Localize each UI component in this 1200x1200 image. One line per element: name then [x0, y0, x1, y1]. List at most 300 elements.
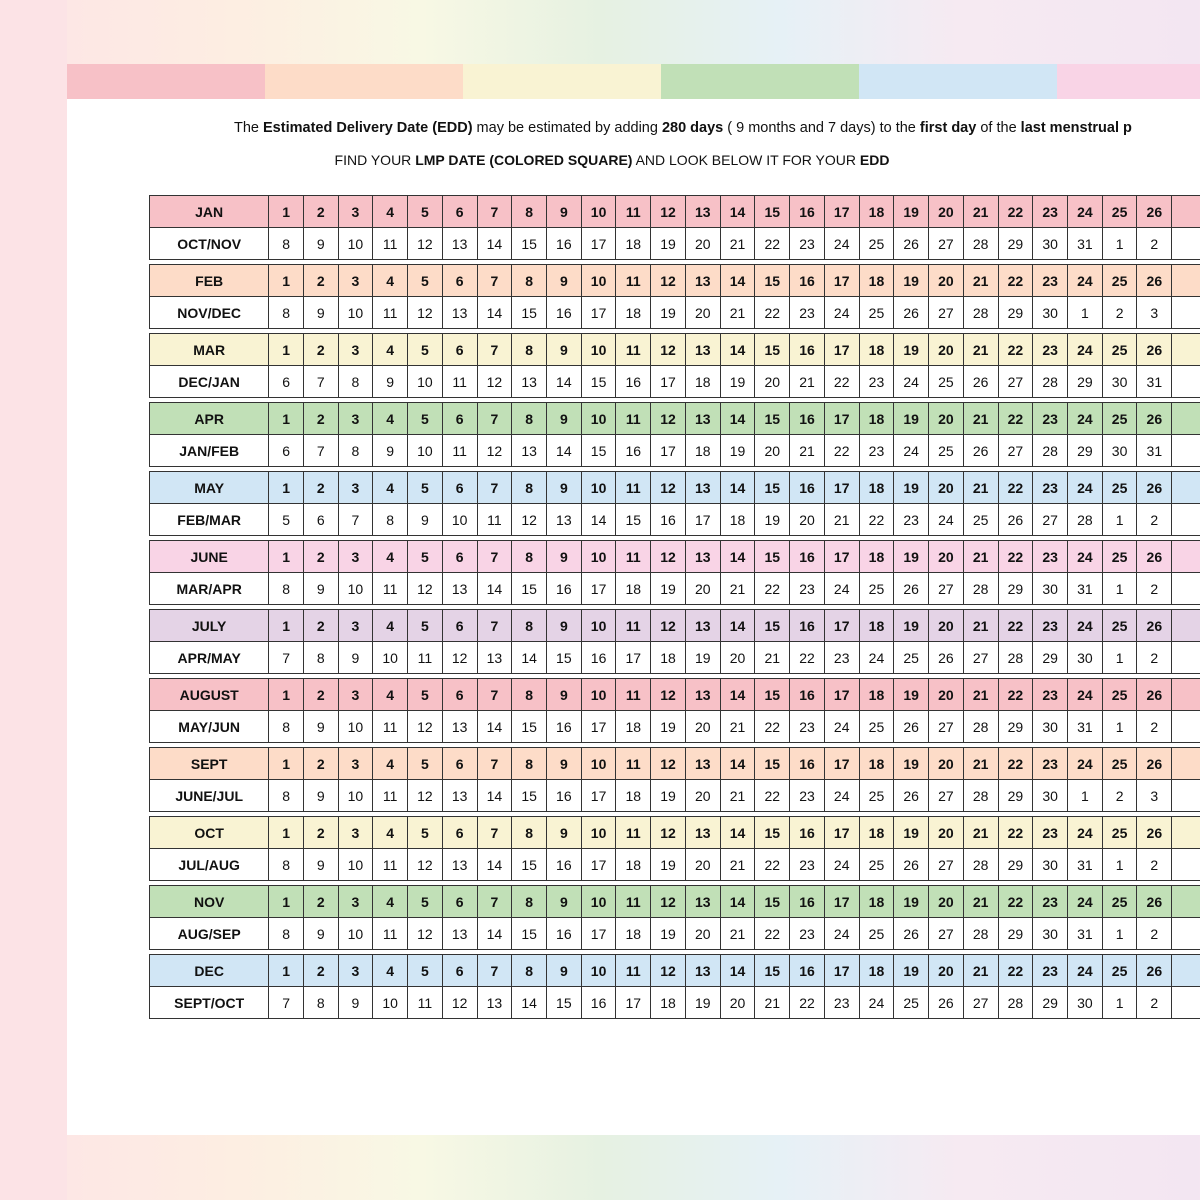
- edd-row: [150, 780, 1200, 812]
- lmp-day-cell: 10: [581, 748, 616, 780]
- lmp-day-cell: 9: [546, 886, 581, 918]
- edd-day-cell: 19: [720, 435, 755, 467]
- edd-day-cell: 29: [1033, 642, 1068, 674]
- edd-day-cell: 10: [442, 504, 477, 536]
- edd-day-cell: 24: [824, 918, 859, 950]
- lmp-day-cell: 16: [790, 265, 825, 297]
- lmp-day-cell: 1: [269, 541, 304, 573]
- lmp-day-cell: 7: [477, 886, 512, 918]
- edd-month-label: JAN/FEB: [150, 435, 269, 467]
- intro-text-part: of the: [976, 120, 1021, 136]
- edd-day-cell: 14: [477, 228, 512, 260]
- lmp-day-cell: 23: [1033, 541, 1068, 573]
- lmp-day-cell: 12: [651, 403, 686, 435]
- edd-day-cell: 14: [546, 366, 581, 398]
- lmp-day-cell: 21: [963, 748, 998, 780]
- edd-day-cell: 14: [581, 504, 616, 536]
- lmp-day-cell: 17: [824, 334, 859, 366]
- edd-day-cell: 14: [546, 435, 581, 467]
- edd-day-cell: 10: [338, 918, 373, 950]
- lmp-day-cell: 18: [859, 334, 894, 366]
- intro-text: [234, 120, 1132, 136]
- lmp-day-cell: 24: [1067, 472, 1102, 504]
- edd-day-cell: 25: [859, 228, 894, 260]
- edd-day-cell: 25: [894, 987, 929, 1019]
- lmp-month-label: MAR: [150, 334, 269, 366]
- lmp-month-label: JULY: [150, 610, 269, 642]
- lmp-day-cell: 24: [1067, 955, 1102, 987]
- lmp-day-cell: 14: [720, 334, 755, 366]
- intro-bold-first-day: first day: [919, 120, 977, 136]
- lmp-day-cell: 23: [1033, 334, 1068, 366]
- edd-day-cell: 27: [929, 297, 964, 329]
- edd-day-cell: 8: [269, 711, 304, 743]
- lmp-day-cell: 12: [651, 886, 686, 918]
- edd-day-cell: 29: [998, 228, 1033, 260]
- edd-day-cell-partial: [1172, 297, 1200, 329]
- lmp-day-cell: 13: [685, 748, 720, 780]
- edd-day-cell: 7: [303, 435, 338, 467]
- lmp-day-cell: 17: [824, 679, 859, 711]
- lmp-day-cell: 26: [1137, 817, 1172, 849]
- lmp-day-cell: 3: [338, 886, 373, 918]
- edd-day-cell: 9: [303, 849, 338, 881]
- lmp-day-cell: 23: [1033, 265, 1068, 297]
- lmp-day-cell: 13: [685, 472, 720, 504]
- lmp-day-cell: 15: [755, 610, 790, 642]
- lmp-day-cell: 7: [477, 403, 512, 435]
- lmp-day-cell: 8: [512, 472, 547, 504]
- edd-day-cell: 16: [616, 435, 651, 467]
- lmp-day-cell: 23: [1033, 817, 1068, 849]
- edd-day-cell: 11: [373, 780, 408, 812]
- edd-day-cell: 19: [720, 366, 755, 398]
- edd-day-cell: 29: [1033, 987, 1068, 1019]
- edd-day-cell: 20: [790, 504, 825, 536]
- edd-day-cell: 15: [512, 711, 547, 743]
- edd-day-cell: 1: [1102, 228, 1137, 260]
- lmp-day-cell: 5: [408, 817, 443, 849]
- lmp-row: [150, 403, 1200, 435]
- edd-day-cell: 24: [824, 573, 859, 605]
- edd-day-cell: 8: [303, 987, 338, 1019]
- lmp-day-cell: 1: [269, 196, 304, 228]
- edd-day-cell: 17: [651, 366, 686, 398]
- lmp-day-cell: 26: [1137, 748, 1172, 780]
- edd-day-cell: 9: [303, 573, 338, 605]
- edd-day-cell: 30: [1033, 228, 1068, 260]
- lmp-day-cell: 16: [790, 679, 825, 711]
- edd-day-cell: 11: [442, 435, 477, 467]
- lmp-day-cell: 15: [755, 472, 790, 504]
- lmp-day-cell: 6: [442, 265, 477, 297]
- lmp-day-cell: 18: [859, 541, 894, 573]
- edd-day-cell: 19: [651, 849, 686, 881]
- edd-day-cell: 12: [408, 573, 443, 605]
- intro-bold-edd: Estimated Delivery Date (EDD): [263, 120, 473, 136]
- edd-day-cell: 25: [859, 297, 894, 329]
- edd-day-cell: 1: [1102, 711, 1137, 743]
- lmp-day-cell: 20: [929, 403, 964, 435]
- edd-day-cell: 15: [546, 987, 581, 1019]
- lmp-day-cell: 14: [720, 472, 755, 504]
- lmp-day-cell: 20: [929, 886, 964, 918]
- edd-day-cell: 14: [477, 573, 512, 605]
- edd-day-cell: 12: [408, 849, 443, 881]
- edd-day-cell: 11: [373, 573, 408, 605]
- lmp-day-cell: 20: [929, 679, 964, 711]
- edd-day-cell: 17: [581, 573, 616, 605]
- edd-day-cell: 8: [269, 849, 304, 881]
- edd-day-cell: 15: [616, 504, 651, 536]
- lmp-day-cell: 8: [512, 196, 547, 228]
- lmp-row: [150, 265, 1200, 297]
- edd-day-cell: 25: [963, 504, 998, 536]
- edd-day-cell: 22: [824, 435, 859, 467]
- lmp-day-cell: 17: [824, 265, 859, 297]
- edd-day-cell: 25: [859, 918, 894, 950]
- edd-month-label: AUG/SEP: [150, 918, 269, 950]
- edd-day-cell: 23: [790, 297, 825, 329]
- lmp-day-cell: 16: [790, 196, 825, 228]
- edd-day-cell: 20: [685, 711, 720, 743]
- lmp-day-cell: 14: [720, 679, 755, 711]
- lmp-day-cell: 7: [477, 955, 512, 987]
- lmp-row: [150, 472, 1200, 504]
- edd-day-cell: 19: [651, 228, 686, 260]
- lmp-day-cell: 3: [338, 610, 373, 642]
- lmp-day-cell: 11: [616, 817, 651, 849]
- edd-day-cell: 18: [651, 642, 686, 674]
- edd-day-cell: 9: [303, 780, 338, 812]
- lmp-day-cell: 26: [1137, 265, 1172, 297]
- edd-day-cell: 3: [1137, 297, 1172, 329]
- lmp-day-cell: 7: [477, 541, 512, 573]
- edd-day-cell: 25: [859, 780, 894, 812]
- lmp-row: [150, 610, 1200, 642]
- lmp-day-cell: 10: [581, 265, 616, 297]
- edd-day-cell: 17: [581, 918, 616, 950]
- lmp-day-cell: 23: [1033, 748, 1068, 780]
- edd-day-cell: 21: [720, 849, 755, 881]
- lmp-day-cell: 22: [998, 403, 1033, 435]
- lmp-day-cell: 2: [303, 472, 338, 504]
- edd-day-cell: 22: [755, 849, 790, 881]
- edd-month-label: JUNE/JUL: [150, 780, 269, 812]
- edd-day-cell: 16: [546, 573, 581, 605]
- edd-day-cell: 1: [1102, 573, 1137, 605]
- lmp-day-cell: 3: [338, 817, 373, 849]
- header-color-bar: [661, 64, 859, 99]
- edd-day-cell: 2: [1137, 987, 1172, 1019]
- edd-day-cell: 1: [1102, 849, 1137, 881]
- lmp-day-cell: 26: [1137, 472, 1172, 504]
- edd-day-cell-partial: [1172, 504, 1200, 536]
- lmp-day-cell: 24: [1067, 748, 1102, 780]
- lmp-day-cell: 14: [720, 610, 755, 642]
- lmp-day-cell: 5: [408, 403, 443, 435]
- edd-day-cell: 13: [546, 504, 581, 536]
- edd-day-cell: 18: [616, 780, 651, 812]
- edd-day-cell: 9: [303, 297, 338, 329]
- lmp-day-cell: 26: [1137, 541, 1172, 573]
- edd-day-cell: 23: [824, 987, 859, 1019]
- lmp-day-cell: 16: [790, 748, 825, 780]
- lmp-day-cell: 2: [303, 541, 338, 573]
- edd-day-cell: 30: [1067, 987, 1102, 1019]
- lmp-day-cell: 18: [859, 610, 894, 642]
- lmp-day-cell: 17: [824, 748, 859, 780]
- edd-day-cell: 9: [338, 642, 373, 674]
- header-color-bar: [265, 64, 463, 99]
- edd-day-cell: 15: [512, 918, 547, 950]
- lmp-day-cell: 22: [998, 748, 1033, 780]
- lmp-month-label: JAN: [150, 196, 269, 228]
- lmp-day-cell: 9: [546, 955, 581, 987]
- edd-day-cell: 21: [720, 228, 755, 260]
- lmp-month-label: AUGUST: [150, 679, 269, 711]
- lmp-day-cell: 6: [442, 886, 477, 918]
- edd-day-cell: 2: [1137, 642, 1172, 674]
- lmp-day-cell: 6: [442, 817, 477, 849]
- lmp-day-cell: 3: [338, 679, 373, 711]
- edd-day-cell: 22: [859, 504, 894, 536]
- edd-day-cell: 2: [1137, 711, 1172, 743]
- lmp-day-cell: 16: [790, 472, 825, 504]
- lmp-day-cell: 9: [546, 610, 581, 642]
- lmp-day-cell: 26: [1137, 334, 1172, 366]
- edd-day-cell: 8: [338, 366, 373, 398]
- lmp-day-cell-partial: [1172, 541, 1200, 573]
- lmp-day-cell: 8: [512, 748, 547, 780]
- edd-day-cell: 23: [859, 366, 894, 398]
- lmp-day-cell: 1: [269, 955, 304, 987]
- edd-day-cell: 30: [1033, 849, 1068, 881]
- edd-day-cell-partial: [1172, 918, 1200, 950]
- lmp-day-cell: 20: [929, 610, 964, 642]
- edd-day-cell: 21: [755, 987, 790, 1019]
- lmp-day-cell: 5: [408, 541, 443, 573]
- edd-day-cell: 20: [685, 297, 720, 329]
- lmp-day-cell: 16: [790, 610, 825, 642]
- lmp-day-cell: 24: [1067, 886, 1102, 918]
- lmp-day-cell: 4: [373, 886, 408, 918]
- lmp-day-cell: 23: [1033, 679, 1068, 711]
- edd-day-cell: 29: [1067, 366, 1102, 398]
- edd-day-cell: 29: [998, 573, 1033, 605]
- edd-day-cell: 2: [1102, 297, 1137, 329]
- edd-day-cell: 12: [408, 297, 443, 329]
- lmp-day-cell: 3: [338, 955, 373, 987]
- lmp-day-cell: 20: [929, 472, 964, 504]
- lmp-day-cell: 4: [373, 265, 408, 297]
- lmp-day-cell: 24: [1067, 196, 1102, 228]
- edd-day-cell: 19: [651, 297, 686, 329]
- edd-day-cell: 16: [546, 780, 581, 812]
- lmp-day-cell: 21: [963, 403, 998, 435]
- lmp-day-cell: 5: [408, 748, 443, 780]
- edd-day-cell: 26: [894, 228, 929, 260]
- lmp-day-cell: 16: [790, 817, 825, 849]
- lmp-day-cell: 11: [616, 610, 651, 642]
- edd-day-cell: 30: [1033, 573, 1068, 605]
- lmp-day-cell: 4: [373, 679, 408, 711]
- lmp-day-cell: 2: [303, 817, 338, 849]
- edd-day-cell: 28: [1033, 435, 1068, 467]
- lmp-day-cell: 19: [894, 817, 929, 849]
- lmp-day-cell: 20: [929, 265, 964, 297]
- lmp-row: [150, 748, 1200, 780]
- edd-day-cell-partial: [1172, 642, 1200, 674]
- lmp-day-cell: 15: [755, 886, 790, 918]
- edd-day-cell: 18: [616, 849, 651, 881]
- lmp-day-cell: 1: [269, 679, 304, 711]
- lmp-day-cell: 26: [1137, 196, 1172, 228]
- edd-day-cell: 20: [685, 918, 720, 950]
- lmp-day-cell: 21: [963, 265, 998, 297]
- edd-day-cell: 6: [269, 435, 304, 467]
- edd-day-cell: 23: [790, 228, 825, 260]
- lmp-day-cell: 19: [894, 403, 929, 435]
- lmp-month-label: APR: [150, 403, 269, 435]
- lmp-day-cell: 21: [963, 610, 998, 642]
- edd-day-cell: 11: [408, 987, 443, 1019]
- lmp-day-cell: 18: [859, 196, 894, 228]
- edd-day-cell: 11: [477, 504, 512, 536]
- edd-day-cell: 21: [790, 366, 825, 398]
- lmp-day-cell: 8: [512, 955, 547, 987]
- edd-day-cell: 19: [685, 642, 720, 674]
- edd-day-cell: 17: [581, 228, 616, 260]
- lmp-day-cell: 20: [929, 817, 964, 849]
- intro-text-part: ( 9 months and 7 days) to the: [723, 120, 920, 136]
- lmp-day-cell: 19: [894, 955, 929, 987]
- edd-day-cell: 26: [894, 573, 929, 605]
- lmp-day-cell: 6: [442, 748, 477, 780]
- lmp-day-cell: 13: [685, 955, 720, 987]
- lmp-day-cell: 19: [894, 886, 929, 918]
- edd-day-cell: 15: [512, 849, 547, 881]
- edd-day-cell: 8: [269, 297, 304, 329]
- edd-day-cell: 30: [1102, 435, 1137, 467]
- edd-day-cell: 14: [477, 780, 512, 812]
- lmp-day-cell: 23: [1033, 955, 1068, 987]
- edd-day-cell: 16: [546, 228, 581, 260]
- edd-day-cell: 25: [859, 849, 894, 881]
- lmp-day-cell: 26: [1137, 955, 1172, 987]
- edd-day-cell: 23: [790, 918, 825, 950]
- intro-bold-lmp: last menstrual p: [1020, 120, 1132, 136]
- lmp-day-cell: 2: [303, 334, 338, 366]
- edd-day-cell: 24: [859, 987, 894, 1019]
- edd-day-cell: 25: [859, 573, 894, 605]
- lmp-day-cell: 25: [1102, 265, 1137, 297]
- edd-day-cell: 13: [477, 642, 512, 674]
- lmp-day-cell: 18: [859, 265, 894, 297]
- edd-day-cell: 19: [651, 780, 686, 812]
- edd-day-cell: 16: [546, 849, 581, 881]
- lmp-day-cell: 11: [616, 955, 651, 987]
- lmp-day-cell: 19: [894, 472, 929, 504]
- edd-day-cell: 27: [998, 366, 1033, 398]
- lmp-day-cell: 13: [685, 679, 720, 711]
- lmp-day-cell: 15: [755, 334, 790, 366]
- lmp-day-cell: 15: [755, 265, 790, 297]
- lmp-day-cell: 25: [1102, 748, 1137, 780]
- edd-day-cell: 13: [512, 366, 547, 398]
- edd-day-cell: 8: [269, 918, 304, 950]
- edd-day-cell: 27: [929, 711, 964, 743]
- edd-day-cell: 10: [338, 711, 373, 743]
- edd-day-cell: 24: [824, 228, 859, 260]
- edd-day-cell: 16: [581, 987, 616, 1019]
- lmp-day-cell: 1: [269, 334, 304, 366]
- lmp-row: [150, 886, 1200, 918]
- edd-day-cell: 22: [824, 366, 859, 398]
- edd-day-cell: 19: [651, 918, 686, 950]
- edd-day-cell: 13: [442, 780, 477, 812]
- lmp-day-cell: 3: [338, 196, 373, 228]
- lmp-day-cell: 20: [929, 955, 964, 987]
- edd-row: [150, 228, 1200, 260]
- lmp-day-cell-partial: [1172, 334, 1200, 366]
- lmp-day-cell: 20: [929, 748, 964, 780]
- lmp-month-label: JUNE: [150, 541, 269, 573]
- lmp-day-cell: 22: [998, 541, 1033, 573]
- lmp-day-cell: 9: [546, 541, 581, 573]
- edd-row: [150, 711, 1200, 743]
- lmp-day-cell: 14: [720, 265, 755, 297]
- edd-day-cell: 28: [963, 849, 998, 881]
- lmp-day-cell: 7: [477, 817, 512, 849]
- edd-row: [150, 573, 1200, 605]
- lmp-day-cell: 16: [790, 886, 825, 918]
- lmp-day-cell-partial: [1172, 610, 1200, 642]
- lmp-day-cell: 24: [1067, 403, 1102, 435]
- instruction-bold-lmp: LMP DATE (COLORED SQUARE): [415, 152, 633, 168]
- edd-day-cell: 18: [651, 987, 686, 1019]
- edd-day-cell: 24: [894, 435, 929, 467]
- edd-day-cell: 20: [755, 366, 790, 398]
- lmp-day-cell: 3: [338, 748, 373, 780]
- lmp-day-cell-partial: [1172, 403, 1200, 435]
- edd-day-cell: 9: [303, 228, 338, 260]
- instruction-text: [67, 152, 1157, 168]
- edd-day-cell: 21: [720, 780, 755, 812]
- lmp-day-cell: 1: [269, 472, 304, 504]
- edd-day-cell: 23: [824, 642, 859, 674]
- lmp-day-cell: 12: [651, 334, 686, 366]
- lmp-day-cell: 11: [616, 679, 651, 711]
- lmp-day-cell: 17: [824, 196, 859, 228]
- edd-day-cell: 20: [685, 573, 720, 605]
- edd-day-cell: 14: [512, 987, 547, 1019]
- due-date-table: [149, 195, 1200, 1019]
- edd-day-cell: 30: [1033, 297, 1068, 329]
- edd-day-cell: 2: [1137, 849, 1172, 881]
- edd-day-cell: 21: [720, 297, 755, 329]
- edd-day-cell: 28: [1067, 504, 1102, 536]
- edd-day-cell: 26: [963, 435, 998, 467]
- lmp-day-cell: 25: [1102, 610, 1137, 642]
- instruction-part: AND LOOK BELOW IT FOR YOUR: [632, 152, 860, 168]
- edd-day-cell: 20: [755, 435, 790, 467]
- lmp-day-cell-partial: [1172, 817, 1200, 849]
- edd-day-cell-partial: [1172, 780, 1200, 812]
- edd-row: [150, 642, 1200, 674]
- edd-day-cell: 22: [755, 918, 790, 950]
- lmp-day-cell: 17: [824, 472, 859, 504]
